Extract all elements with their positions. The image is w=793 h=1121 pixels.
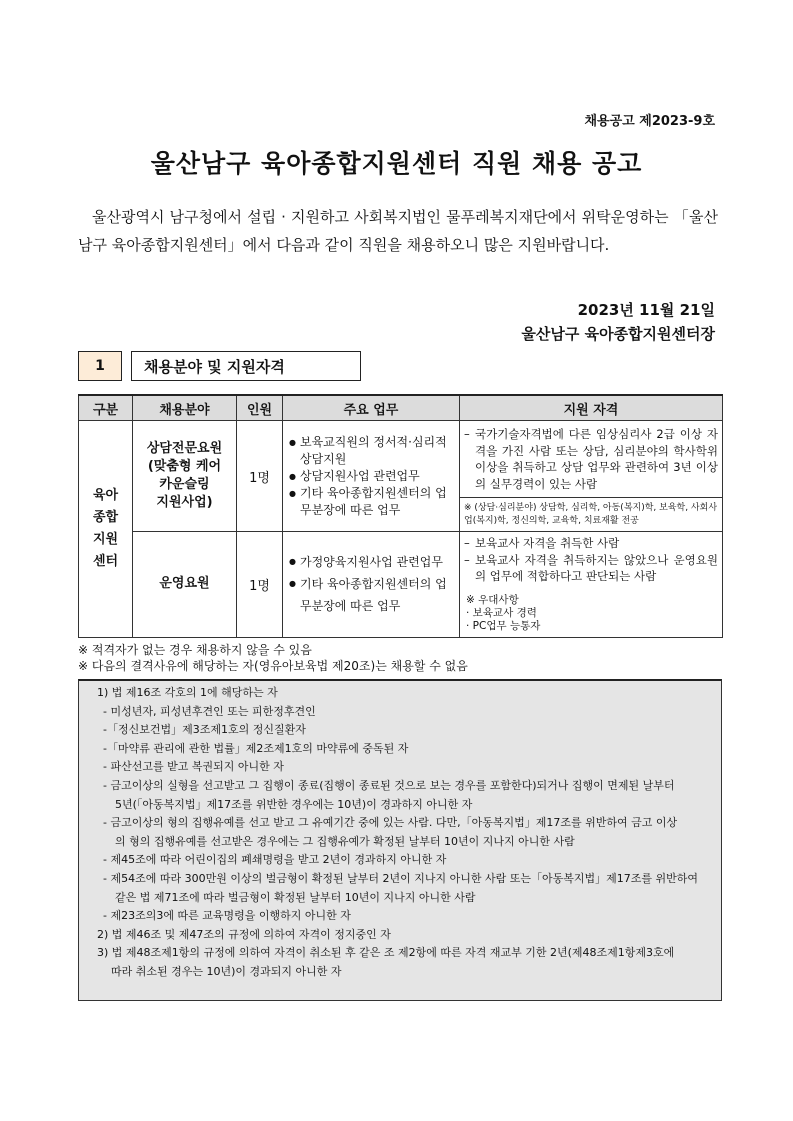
header-duties: 주요 업무 [283,395,460,421]
duty-item: ● 기타 육아종합지원센터의 업무분장에 따른 업무 [289,573,455,617]
duty-item: ● 보육교직원의 정서적·심리적 상담지원 [289,434,455,468]
table-header-row [79,395,723,421]
notes [78,642,468,674]
disqualification-box [78,679,722,1001]
duties-list [283,547,459,621]
section-number: 1 [78,351,122,381]
header-qualifications: 지원 자격 [460,395,723,421]
disqualification-line: 같은 법 제71조에 따라 벌금형이 확정된 날부터 10년이 지나지 아니한 사람 [115,890,476,904]
count-cell: 1명 [237,532,283,638]
disqualification-line: - 제54조에 따라 300만원 이상의 벌금형이 확정된 날부터 2년이 지나지 아니한 사람 또는「아동복지법」제17조를 위반하여 [103,871,698,885]
disqualification-line: - 미성년자, 피성년후견인 또는 피한정후견인 [103,704,316,718]
qualification-item: – 국가기술자격법에 다른 임상심리사 2급 이상 자격을 가진 사람 또는 상담, 심리분야의 학사학위 이상을 취득하고 상담 업무와 관련하여 3년 이상의 실무경력이 있는 사람 [464,426,718,492]
preference-title: ※ 우대사항 [466,593,519,606]
qualification-list [460,423,722,495]
disqualification-line: - 제45조에 따라 어린이집의 폐쇄명령을 받고 2년이 경과하지 아니한 자 [103,853,447,867]
qualification-list [460,532,722,588]
field-line: 지원사업) [156,495,213,510]
header-count: 인원 [237,395,283,421]
division-line: 지원 [92,531,119,547]
duties-cell [283,421,460,532]
qualification-cell [460,532,723,638]
division-cell [79,421,133,638]
section-title: 채용분야 및 지원자격 [131,351,361,381]
count-cell: 1명 [237,421,283,532]
preference-item: · 보육교사 경력 [466,606,537,619]
notice-number: 채용공고 제2023-9호 [584,114,715,129]
duties-list [283,430,459,523]
field-line: 운영요원 [159,576,210,592]
note-line: ※ 적격자가 없는 경우 채용하지 않을 수 있음 [78,643,312,657]
disqualification-line: - 금고이상의 형의 집행유예를 선고 받고 그 유예기간 중에 있는 사람. 다만,「아동복지법」제17조를 위반하여 금고 이상 [103,816,678,830]
preference-item: · PC업무 능통자 [466,619,541,632]
disqualification-line: 5년(「아동복지법」제17조를 위반한 경우에는 10년)이 경과하지 아니한 자 [115,797,473,811]
qualification-item: – 보육교사 자격을 취득한 사람 [464,535,718,552]
disqualification-line: 의 형의 집행유예를 선고받은 경우에는 그 집행유예가 확정된 날부터 10년이 지나지 아니한 사람 [115,834,575,848]
division-line: 육아 [92,487,119,503]
duty-item: ● 가정양육지원사업 관련업무 [289,551,455,573]
field-line: (맞춤형 케어 [147,459,222,474]
duties-cell [283,532,460,638]
field-cell [133,532,237,638]
page-title: 울산남구 육아종합지원센터 직원 채용 공고 [150,149,643,178]
notice-date: 2023년 11월 21일 [577,301,715,319]
field-line: 상담전문요원 [146,441,223,456]
disqualification-line: 3) 법 제48조제1항의 규정에 의하여 자격이 취소된 후 같은 조 제2항에 따른 자격 재교부 기한 2년(제48조제1항제3호에 [97,946,675,960]
duty-item: ● 상담지원사업 관련업무 [289,468,455,485]
signer: 울산남구 육아종합지원센터장 [521,325,715,343]
qualification-note-cell [460,498,723,532]
field-line: 카운슬링 [159,477,210,492]
qualification-item: – 보육교사 자격을 취득하지는 않았으나 운영요원의 업무에 적합하다고 판단되는 사람 [464,552,718,585]
disqualification-line: - 제23조의3에 따른 교육명령을 이행하지 아니한 자 [103,909,351,923]
table-row [79,532,723,638]
disqualification-line: - 파산선고를 받고 복권되지 아니한 자 [103,760,284,774]
table-row [79,421,723,498]
intro-paragraph: 울산광역시 남구청에서 설립 · 지원하고 사회복지법인 물푸레복지재단에서 위탁운영하는 「울산남구 육아종합지원센터」에서 다음과 같이 직원을 채용하오니 많은 지원바랍니다. [78,208,718,254]
disqualification-line: 2) 법 제46조 및 제47조의 규정에 의하여 자격이 정지중인 자 [97,927,391,941]
disqualification-line: - 금고이상의 실형을 선고받고 그 집행이 종료(집행이 종료된 것으로 보는 경우를 포함한다)되거나 집행이 면제된 날부터 [103,778,675,792]
qualification-cell [460,421,723,498]
recruitment-table [78,394,723,638]
disqualification-line: -「마약류 관리에 관한 법률」제2조제1호의 마약류에 중독된 자 [103,741,409,755]
disqualification-line: 따라 취소된 경우는 10년)이 경과되지 아니한 자 [111,964,342,978]
header-division: 구분 [79,395,133,421]
division-line: 센터 [92,553,119,569]
disqualification-line: -「정신보건법」제3조제1호의 정신질환자 [103,723,306,737]
preferences [460,594,722,637]
disqualification-line: 1) 법 제16조 각호의 1에 해당하는 자 [97,686,278,699]
duty-item: ● 기타 육아종합지원센터의 업무분장에 따른 업무 [289,485,455,519]
field-cell [133,421,237,532]
header-field: 채용분야 [133,395,237,421]
qualification-note: ※ (상담·심리분야) 상담학, 심리학, 아동(복지)학, 보육학, 사회사업(복지)학, 정신의학, 교육학, 치료재활 전공 [464,502,718,526]
note-line: ※ 다음의 결격사유에 해당하는 자(영유아보육법 제20조)는 채용할 수 없음 [78,659,468,673]
division-line: 종합 [92,509,119,525]
